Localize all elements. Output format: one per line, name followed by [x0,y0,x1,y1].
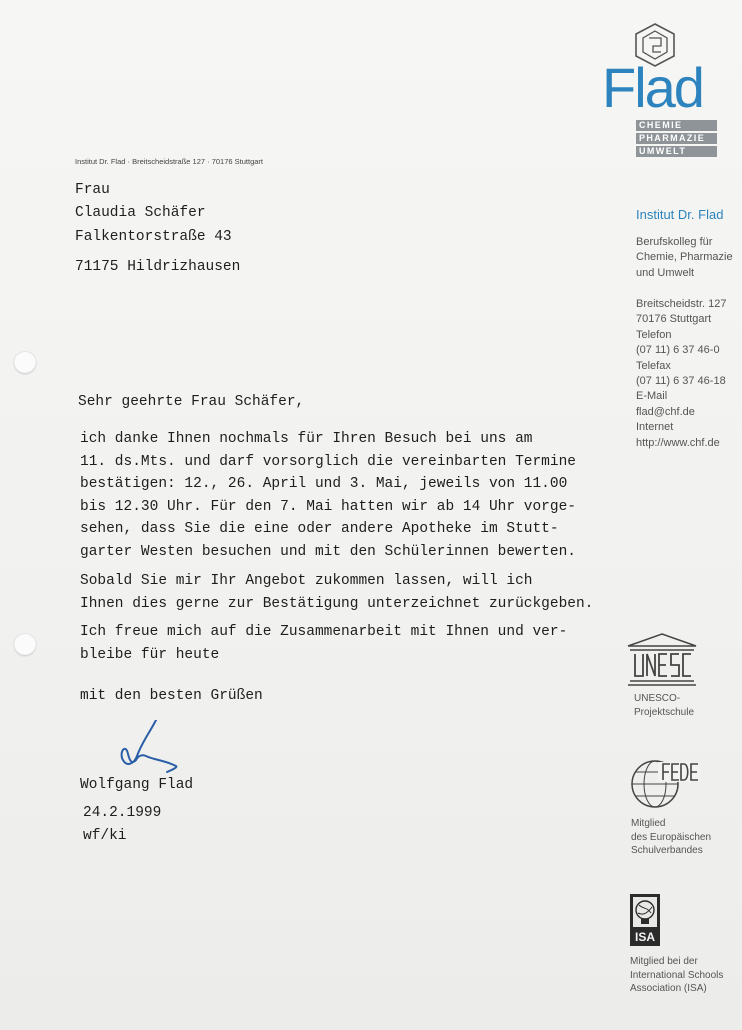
logo-bars [636,120,717,159]
isa-logo-text: ISA [634,930,656,944]
caption-line: Projektschule [634,706,695,718]
text-line: bestätigen: 12., 26. April und 3. Mai, jeweils von 11.00 [80,476,568,492]
caption-line: Mitglied bei der [630,956,698,967]
signer-name: Wolfgang Flad [80,777,194,793]
contact-line: Telefax [636,359,671,372]
recipient-city: 71175 Hildrizhausen [75,259,241,275]
letter-date: 24.2.1999 [83,805,162,821]
text-line: bis 12.30 Uhr. Für den 7. Mai hatten wir ab 14 Uhr vorge- [80,498,576,515]
caption-line: Mitglied [631,818,666,829]
paragraph-2 [80,570,593,615]
recipient-name: Claudia Schäfer [75,205,206,221]
sender-line: Institut Dr. Flad · Breitscheidstraße 127 · 70176 Stuttgart [75,157,264,166]
contact-line: (07 11) 6 37 46-0 [636,344,720,357]
text-line: sehen, dass Sie die eine oder andere Apotheke im Stutt- [80,521,559,537]
contact-line: flad@chf.de [636,405,695,418]
caption-line: Schulverbandes [631,845,703,856]
caption-line: des Europäischen [631,831,712,843]
recipient-salutation: Frau [75,182,110,198]
description-line: Chemie, Pharmazie [636,251,733,264]
institute-name: Institut Dr. Flad [636,207,724,222]
caption-line: UNESCO- [634,693,681,704]
contact-line: (07 11) 6 37 46-18 [636,375,726,388]
contact-line: E-Mail [636,390,668,403]
text-line: bleibe für heute [80,646,220,663]
closing: mit den besten Grüßen [80,688,263,704]
text-line: Sobald Sie mir Ihr Angebot zukommen lassen, will ich [80,573,533,589]
text-line: garter Westen besuchen und mit den Schülerinnen bewerten. [80,543,576,560]
unesco-logo-icon [626,632,698,688]
contact-line: Telefon [636,328,672,341]
fede-caption [631,817,711,858]
recipient-street: Falkentorstraße 43 [75,229,232,245]
caption-line: International Schools [630,969,724,981]
text-line: Ihnen dies gerne zur Bestätigung unterzeichnet zurückgeben. [80,595,594,612]
description-line: Berufskolleg für [636,236,713,248]
unesco-caption [634,692,694,719]
text-line: ich danke Ihnen nochmals für Ihren Besuch bei uns am [80,431,533,447]
letter-salutation: Sehr geehrte Frau Schäfer, [78,394,305,410]
contact-line: http://www.chf.de [636,436,720,449]
contact-line: Internet [636,421,674,434]
isa-logo-icon [629,893,661,947]
description-line: und Umwelt [636,266,695,279]
punch-hole-bottom [14,634,36,656]
text-line: 11. ds.Mts. und darf vorsorglich die vereinbarten Termine [80,453,576,470]
institute-contact [636,297,727,451]
letter-reference: wf/ki [83,828,127,844]
handwritten-signature [112,720,187,780]
logo-bar-chemie: CHEMIE [636,120,717,131]
isa-caption [630,955,723,996]
contact-line: Breitscheidstr. 127 [636,298,727,310]
flad-logo-word: Flad [602,56,703,119]
institute-description [636,235,733,281]
paragraph-3 [80,621,567,666]
logo-bar-pharmazie: PHARMAZIE [636,133,717,144]
fede-globe-logo-icon [630,756,702,812]
punch-hole-top [14,352,36,374]
text-line: Ich freue mich auf die Zusammenarbeit mit Ihnen und ver- [80,624,568,640]
contact-line: 70176 Stuttgart [636,313,712,326]
logo-bar-umwelt: UMWELT [636,146,717,157]
paragraph-1 [80,428,576,563]
caption-line: Association (ISA) [630,983,707,994]
